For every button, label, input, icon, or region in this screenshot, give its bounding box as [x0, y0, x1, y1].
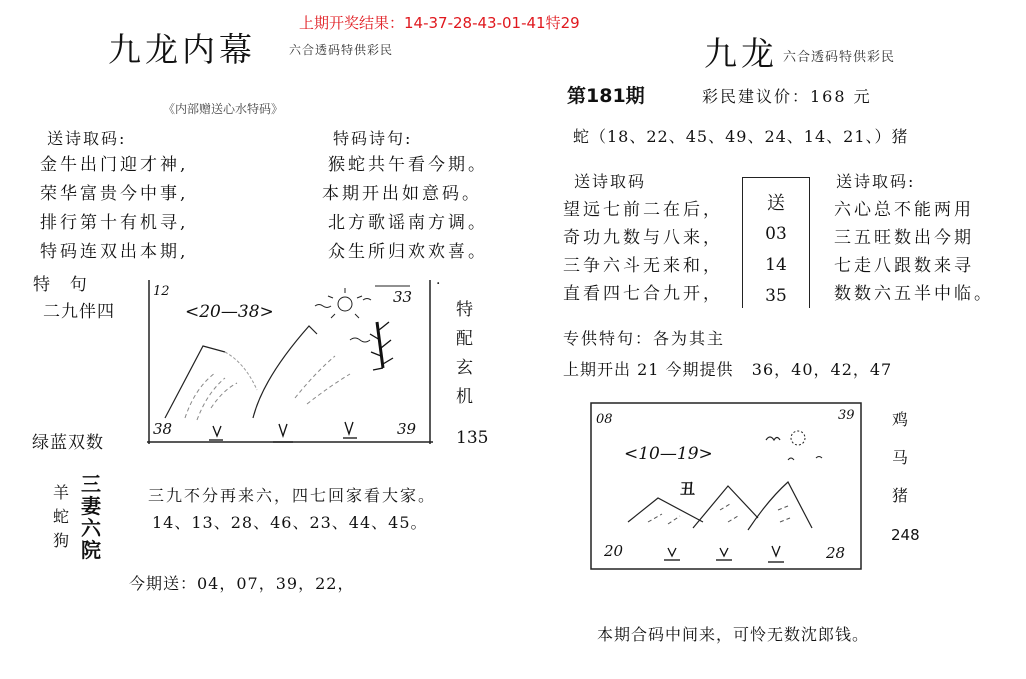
give-box-content	[743, 188, 809, 312]
side-char: 配	[456, 329, 476, 349]
zodiac-column	[53, 481, 71, 553]
zodiac-char: 羊	[53, 483, 72, 502]
pic-bottom-right: 28	[826, 544, 846, 562]
side-char: 特	[456, 300, 476, 320]
today-give: 今期送：04，07，39，22，	[129, 574, 355, 593]
right-footer: 本期合码中间来，可怜无数沈郎钱。	[597, 625, 870, 644]
give-number: 35	[765, 286, 787, 306]
riddle: 三九不分再来六，四七回家看大家。	[148, 486, 437, 505]
poem-line: 荣华富贵今中事,	[40, 184, 189, 204]
pic-range: <20—38>	[185, 302, 274, 322]
section-caption: 《内部赠送心水特码》	[163, 102, 284, 116]
poem-line: 三争六斗无来和，	[563, 256, 723, 276]
big-char: 院	[81, 538, 101, 562]
big-char: 六	[81, 516, 101, 540]
riddle-numbers: 14、13、28、46、23、44、45。	[152, 513, 428, 532]
pic-bottom-right: 39	[397, 420, 417, 438]
side-char: 机	[456, 387, 476, 407]
right-poem-right-lines	[834, 196, 994, 308]
poem-left-lines	[40, 151, 188, 267]
left-title: 九龙内幕	[108, 30, 256, 69]
give-number: 03	[765, 224, 787, 244]
left-picture	[145, 278, 435, 444]
zodiac-char: 狗	[53, 531, 72, 550]
pic-range: <10—19>	[624, 444, 713, 464]
poem-line: 六心总不能两用	[834, 200, 974, 220]
left-side-vertical	[456, 296, 476, 412]
big-char: 三	[81, 472, 101, 496]
poem-line: 排行第十有机寻,	[40, 213, 189, 233]
last-open-line: 上期开出 21 今期提供 36，40，42，47	[563, 360, 893, 379]
suggested-price: 彩民建议价：168 元	[702, 87, 872, 106]
pic-top-left: 08	[596, 412, 613, 427]
issue-number: 第181期	[567, 85, 645, 107]
poem-line: 特码连双出本期,	[40, 242, 189, 262]
big-char: 妻	[81, 494, 101, 518]
last-result-banner: 上期开奖结果：14-37-28-43-01-41特29	[299, 14, 580, 32]
left-subtitle: 六合透码特供彩民	[289, 43, 394, 57]
side-char: 鸡	[892, 410, 911, 429]
pic-bottom-left: 20	[604, 542, 624, 560]
poem-line: 北方歌谣南方调。	[328, 213, 488, 233]
big-vertical	[81, 473, 101, 561]
right-side-vertical	[892, 401, 910, 515]
pic-center-char: 丑	[680, 480, 696, 498]
right-side-number: 248	[891, 526, 920, 544]
right-poem-right-heading: 送诗取码:	[836, 172, 916, 191]
side-char: 猪	[892, 486, 911, 505]
poem-right-lines	[322, 151, 488, 267]
right-subtitle: 六合透码特供彩民	[783, 50, 896, 65]
poem-line: 金牛出门迎才神,	[40, 155, 189, 175]
poem-line: 七走八跟数来寻	[834, 256, 974, 276]
poem-line: 三五旺数出今期	[834, 228, 974, 248]
special-phrase: 二九伴四	[43, 302, 115, 322]
zodiac-char: 蛇	[53, 507, 72, 526]
right-title: 九龙	[704, 34, 778, 73]
poem-line: 众生所归欢欢喜。	[328, 242, 488, 262]
poem-left-heading: 送诗取码:	[47, 129, 127, 148]
side-char: 玄	[456, 358, 476, 378]
poem-line: 本期开出如意码。	[322, 184, 482, 204]
poem-line: 数数六五半中临。	[834, 284, 994, 304]
special-phrase-label: 特 句	[33, 275, 90, 295]
right-picture	[588, 400, 868, 572]
poem-line: 直看四七合九开，	[563, 284, 723, 304]
give-label: 送	[767, 193, 785, 214]
pic-top-right: 39	[838, 408, 855, 423]
color-hint: 绿蓝双数	[32, 433, 104, 453]
dot-mark: ·	[436, 276, 441, 292]
left-side-number: 135	[456, 428, 489, 448]
poem-line: 猴蛇共午看今期。	[328, 155, 488, 175]
right-poem-left-heading: 送诗取码	[574, 172, 647, 191]
poem-line: 望远七前二在后，	[563, 200, 723, 220]
right-poem-left-lines	[563, 196, 723, 308]
poem-line: 奇功九数与八来，	[563, 228, 723, 248]
right-special-phrase: 专供特句：各为其主	[563, 329, 726, 348]
pic-top-right: 33	[393, 288, 413, 306]
zodiac-line: 蛇（18、22、45、49、24、14、21、）猪	[573, 127, 909, 146]
side-char: 马	[892, 448, 911, 467]
pic-top-left: 12	[153, 284, 170, 299]
give-box	[742, 177, 810, 308]
poem-right-heading: 特码诗句:	[333, 129, 413, 148]
pic-bottom-left: 38	[153, 420, 173, 438]
give-number: 14	[765, 255, 787, 275]
